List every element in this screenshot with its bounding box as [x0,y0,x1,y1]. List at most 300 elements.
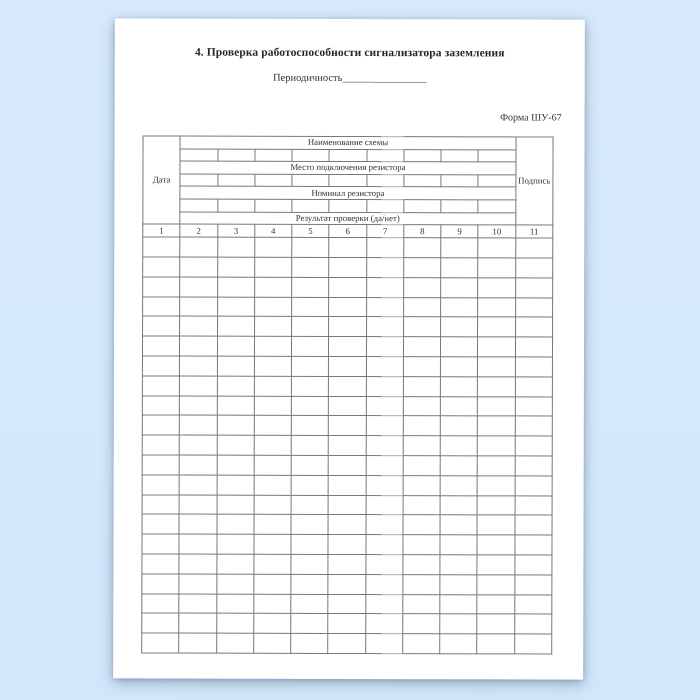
empty-log-cell [515,297,552,317]
column-number-cell: 4 [255,224,292,237]
empty-log-cell [328,475,365,495]
empty-log-cell [254,356,291,376]
empty-log-cell [366,455,403,475]
empty-log-cell [366,238,403,258]
empty-log-cell [328,634,365,654]
empty-log-cell [180,257,217,277]
group-header-resistor-place: Место подключения резистора [180,161,515,174]
empty-log-cell [216,613,253,633]
empty-log-cell [403,376,440,396]
empty-log-cell [142,435,179,455]
empty-log-row [142,554,552,575]
blank-header-cell [255,199,292,212]
empty-log-cell [515,337,552,357]
empty-log-rows-section [142,237,553,654]
empty-log-cell [328,554,365,574]
empty-log-cell [180,396,217,416]
empty-log-row [142,494,552,515]
empty-log-cell [403,495,440,515]
empty-log-cell [179,554,216,574]
empty-log-cell [478,396,515,416]
empty-log-cell [254,277,291,297]
empty-log-cell [366,416,403,436]
empty-log-cell [478,476,515,496]
empty-log-cell [366,317,403,337]
empty-log-cell [292,317,329,337]
empty-log-cell [440,574,477,594]
empty-log-cell [403,456,440,476]
empty-log-cell [329,356,366,376]
empty-log-cell [216,574,253,594]
blank-header-cell [180,174,217,187]
empty-log-row [142,455,552,476]
empty-log-cell [403,614,440,634]
empty-log-cell [291,614,328,634]
empty-log-cell [291,534,328,554]
blank-header-cell [218,149,255,162]
blank-header-cell [292,149,329,162]
empty-log-cell [291,435,328,455]
empty-log-cell [366,475,403,495]
empty-log-cell [180,336,217,356]
empty-log-cell [292,257,329,277]
empty-log-cell [404,238,441,258]
empty-log-cell [180,277,217,297]
empty-log-cell [440,456,477,476]
empty-log-cell [366,277,403,297]
empty-log-cell [403,357,440,377]
empty-log-cell [254,376,291,396]
column-number-cell: 9 [441,225,478,238]
empty-log-cell [291,594,328,614]
empty-log-cell [142,574,179,594]
empty-log-cell [440,436,477,456]
empty-log-cell [515,396,552,416]
empty-log-cell [142,633,179,653]
empty-log-cell [515,495,552,515]
empty-log-cell [291,574,328,594]
header-row-scheme [143,136,553,150]
blank-header-cell [478,175,515,188]
empty-log-cell [217,257,254,277]
blank-subheader-row [143,149,553,163]
empty-log-cell [403,297,440,317]
blank-header-cell [441,200,478,213]
blank-subheader-row [143,174,553,188]
empty-log-cell [292,297,329,317]
empty-log-cell [142,336,179,356]
blank-header-cell [217,199,254,212]
column-numbers-row [143,224,553,238]
empty-log-cell [255,237,292,257]
blank-header-cell [255,149,292,162]
empty-log-cell [329,238,366,258]
empty-log-cell [179,633,216,653]
empty-log-cell [180,237,217,257]
empty-log-cell [143,237,180,257]
empty-log-cell [217,297,254,317]
empty-log-cell [478,278,515,298]
empty-log-cell [217,455,254,475]
empty-log-cell [217,376,254,396]
periodicity-line [115,72,585,84]
empty-log-cell [216,633,253,653]
empty-log-cell [328,455,365,475]
empty-log-cell [328,574,365,594]
blank-header-cell [292,174,329,187]
empty-log-row [142,376,552,397]
empty-log-cell [216,554,253,574]
column-number-cell: 6 [329,225,366,238]
header-row-resistor-place [143,161,553,175]
empty-log-cell [254,317,291,337]
empty-log-cell [478,258,515,278]
empty-log-cell [440,555,477,575]
empty-log-cell [478,238,515,258]
empty-log-cell [142,593,179,613]
empty-log-cell [179,475,216,495]
empty-log-cell [142,415,179,435]
empty-log-row [143,237,553,258]
blank-header-cell [217,174,254,187]
empty-log-cell [291,515,328,535]
empty-log-cell [366,257,403,277]
empty-log-cell [179,534,216,554]
empty-log-cell [477,555,514,575]
empty-log-cell [254,594,291,614]
empty-log-cell [441,238,478,258]
empty-log-cell [477,575,514,595]
empty-log-cell [477,535,514,555]
header-row-check-result [143,212,553,226]
empty-log-cell [366,376,403,396]
empty-log-cell [515,258,552,278]
empty-log-cell [254,416,291,436]
empty-log-cell [515,535,552,555]
empty-log-cell [291,356,328,376]
empty-log-cell [142,475,179,495]
blank-header-cell [478,149,515,162]
empty-log-cell [329,277,366,297]
empty-log-cell [179,514,216,534]
empty-log-cell [441,357,478,377]
empty-log-cell [217,356,254,376]
blank-header-cell [441,175,478,188]
empty-log-cell [515,476,552,496]
blank-header-cell [180,149,217,162]
empty-log-cell [217,396,254,416]
empty-log-cell [143,277,180,297]
empty-log-cell [441,258,478,278]
column-number-cell: 5 [292,225,329,238]
empty-log-cell [440,594,477,614]
empty-log-cell [403,515,440,535]
empty-log-cell [403,277,440,297]
empty-log-cell [254,475,291,495]
empty-log-cell [329,297,366,317]
empty-log-cell [515,575,552,595]
empty-log-cell [441,376,478,396]
empty-log-row [143,277,553,298]
empty-log-cell [180,415,217,435]
empty-log-cell [515,317,552,337]
empty-log-cell [366,436,403,456]
empty-log-cell [142,494,179,514]
empty-log-cell [179,613,216,633]
empty-log-cell [515,436,552,456]
empty-log-cell [403,535,440,555]
blank-header-cell [404,174,441,187]
empty-log-cell [142,554,179,574]
empty-log-cell [440,396,477,416]
empty-log-cell [366,356,403,376]
empty-log-cell [403,317,440,337]
empty-log-row [142,514,552,535]
empty-log-cell [403,436,440,456]
empty-log-row [143,316,553,337]
empty-log-cell [440,614,477,634]
empty-log-cell [328,614,365,634]
empty-log-cell [478,436,515,456]
empty-log-cell [254,257,291,277]
empty-log-cell [478,337,515,357]
empty-log-cell [254,455,291,475]
empty-log-cell [441,317,478,337]
inspection-log-table [141,135,553,654]
empty-log-cell [142,613,179,633]
empty-log-cell [254,495,291,515]
empty-log-cell [366,495,403,515]
column-number-cell: 8 [404,225,441,238]
empty-log-cell [254,554,291,574]
empty-log-cell [440,634,477,654]
signature-column-header: Подпись [515,137,553,225]
empty-log-cell [291,455,328,475]
empty-log-row [142,534,552,555]
empty-log-cell [403,594,440,614]
empty-log-cell [403,416,440,436]
empty-log-cell [179,455,216,475]
blank-header-cell [180,199,217,212]
empty-log-cell [441,297,478,317]
empty-log-cell [514,634,551,654]
empty-log-cell [143,297,180,317]
empty-log-cell [404,258,441,278]
column-number-cell: 11 [515,225,552,238]
empty-log-cell [515,238,552,258]
empty-log-cell [292,336,329,356]
empty-log-cell [180,376,217,396]
empty-log-cell [440,495,477,515]
empty-log-cell [366,337,403,357]
empty-log-row [142,336,552,357]
column-number-cell: 10 [478,225,515,238]
empty-log-cell [477,594,514,614]
empty-log-cell [217,495,254,515]
empty-log-cell [329,416,366,436]
blank-header-cell [366,200,403,213]
empty-log-cell [217,277,254,297]
empty-log-cell [403,337,440,357]
empty-log-cell [217,336,254,356]
empty-log-cell [217,514,254,534]
empty-log-cell [142,356,179,376]
empty-log-row [143,297,553,318]
empty-log-cell [403,574,440,594]
empty-log-cell [180,316,217,336]
empty-log-cell [217,415,254,435]
empty-log-cell [477,614,514,634]
empty-log-cell [328,515,365,535]
empty-log-cell [179,574,216,594]
empty-log-cell [254,534,291,554]
empty-log-row [142,574,552,595]
empty-log-cell [142,455,179,475]
empty-log-cell [440,515,477,535]
empty-log-cell [292,238,329,258]
empty-log-cell [477,495,514,515]
empty-log-cell [143,257,180,277]
empty-log-cell [329,317,366,337]
empty-log-cell [514,594,551,614]
empty-log-cell [478,416,515,436]
blank-header-cell [367,149,404,162]
empty-log-cell [515,377,552,397]
blank-header-cell [367,174,404,187]
empty-log-row [143,257,553,278]
empty-log-cell [440,475,477,495]
empty-log-cell [365,614,402,634]
form-number-label: Форма ШУ-67 [500,112,562,124]
empty-log-cell [292,277,329,297]
column-number-cell: 2 [180,224,217,237]
empty-log-cell [143,316,180,336]
empty-log-cell [366,554,403,574]
empty-log-cell [365,634,402,654]
empty-log-cell [142,514,179,534]
blank-header-cell [329,199,366,212]
empty-log-cell [328,535,365,555]
scanned-document-page [113,18,585,679]
empty-log-cell [403,634,440,654]
empty-log-cell [440,535,477,555]
date-column-header: Дата [143,136,180,224]
empty-log-cell [478,357,515,377]
empty-log-cell [217,237,254,257]
empty-log-cell [180,297,217,317]
empty-log-row [142,395,552,416]
empty-log-cell [441,337,478,357]
empty-log-cell [291,475,328,495]
empty-log-cell [403,555,440,575]
empty-log-cell [329,396,366,416]
empty-log-cell [254,515,291,535]
empty-log-cell [328,495,365,515]
empty-log-cell [366,297,403,317]
periodicity-label: Периодичность________________ [272,72,427,85]
empty-log-cell [515,456,552,476]
empty-log-cell [366,535,403,555]
empty-log-cell [329,436,366,456]
empty-log-cell [142,376,179,396]
empty-log-cell [328,594,365,614]
empty-log-cell [365,594,402,614]
empty-log-cell [254,336,291,356]
empty-log-cell [441,277,478,297]
empty-log-cell [515,555,552,575]
empty-log-cell [142,534,179,554]
empty-log-cell [254,297,291,317]
column-number-cell: 3 [217,224,254,237]
empty-log-cell [180,356,217,376]
empty-log-cell [291,416,328,436]
group-header-check-result: Результат проверки (да/нет) [180,212,515,225]
empty-log-cell [515,357,552,377]
empty-log-cell [254,574,291,594]
empty-log-cell [478,317,515,337]
blank-header-cell [478,200,515,213]
empty-log-cell [254,435,291,455]
empty-log-cell [329,376,366,396]
empty-log-cell [217,475,254,495]
blank-header-cell [441,149,478,162]
empty-log-cell [477,634,514,654]
empty-log-cell [440,416,477,436]
group-header-scheme-name: Наименование схемы [180,136,515,149]
empty-log-cell [329,257,366,277]
empty-log-cell [291,396,328,416]
empty-log-cell [291,633,328,653]
column-number-cell: 7 [366,225,403,238]
blank-header-cell [292,199,329,212]
header-row-resistor-nominal [143,186,553,200]
table-header-section [143,136,553,238]
empty-log-cell [254,396,291,416]
column-number-cell: 1 [143,224,180,237]
blank-header-cell [404,149,441,162]
empty-log-cell [329,337,366,357]
blank-header-cell [329,174,366,187]
empty-log-cell [478,456,515,476]
empty-log-cell [291,495,328,515]
empty-log-row [142,475,552,496]
empty-log-row [142,593,552,614]
empty-log-cell [179,435,216,455]
empty-log-cell [515,515,552,535]
empty-log-cell [291,376,328,396]
empty-log-cell [142,395,179,415]
empty-log-cell [514,614,551,634]
empty-log-cell [478,297,515,317]
empty-log-row [142,435,552,456]
empty-log-cell [366,396,403,416]
empty-log-cell [254,614,291,634]
empty-log-cell [217,316,254,336]
blank-subheader-row [143,199,553,213]
empty-log-cell [366,515,403,535]
empty-log-row [142,613,552,634]
document-title: 4. Проверка работоспособности сигнализатора заземления [194,46,505,60]
empty-log-cell [515,278,552,298]
empty-log-cell [403,475,440,495]
empty-log-row [142,356,552,377]
empty-log-cell [217,435,254,455]
empty-log-cell [515,416,552,436]
empty-log-cell [254,633,291,653]
empty-log-cell [365,574,402,594]
empty-log-cell [179,594,216,614]
empty-log-cell [216,534,253,554]
